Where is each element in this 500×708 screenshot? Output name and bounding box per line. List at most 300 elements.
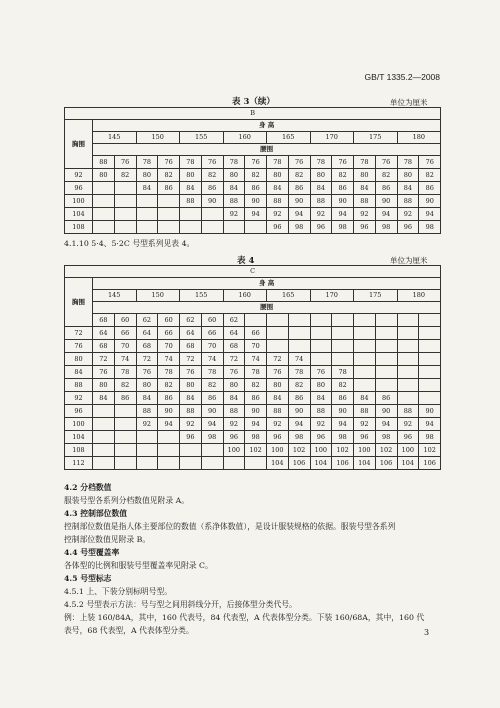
chest-value: 100 xyxy=(65,418,93,431)
waist-value: 86 xyxy=(332,392,354,405)
waist-value xyxy=(397,366,419,379)
chest-value: 80 xyxy=(65,353,93,366)
waist-value xyxy=(397,314,419,327)
waist-value: 78 xyxy=(397,156,419,169)
waist-value: 82 xyxy=(332,169,354,182)
waist-value: 100 xyxy=(267,444,289,457)
waist-value: 98 xyxy=(419,431,441,444)
waist-value: 92 xyxy=(354,208,376,221)
standard-code: GB/T 1335.2—2008 xyxy=(364,72,440,82)
waist-value: 86 xyxy=(158,392,180,405)
waist-value: 88 xyxy=(354,405,376,418)
paragraph-line: 4.2 分档数值 xyxy=(64,483,112,492)
waist-value xyxy=(354,366,376,379)
waist-value xyxy=(136,195,158,208)
waist-value: 84 xyxy=(310,392,332,405)
waist-value: 92 xyxy=(310,208,332,221)
waist-value: 96 xyxy=(310,221,332,234)
waist-value xyxy=(93,431,115,444)
waist-value xyxy=(93,182,115,195)
waist-value: 80 xyxy=(267,169,289,182)
waist-value: 64 xyxy=(180,327,202,340)
waist-value: 72 xyxy=(136,353,158,366)
waist-value: 68 xyxy=(93,340,115,353)
waist-value: 92 xyxy=(267,418,289,431)
waist-value: 96 xyxy=(180,431,202,444)
waist-value xyxy=(245,457,267,470)
waist-value: 86 xyxy=(419,182,441,195)
waist-value: 86 xyxy=(245,182,267,195)
waist-value: 94 xyxy=(288,208,310,221)
height-value: 170 xyxy=(310,132,354,144)
waist-value: 78 xyxy=(245,366,267,379)
waist-value xyxy=(397,392,419,405)
waist-value: 74 xyxy=(114,353,136,366)
waist-value xyxy=(93,418,115,431)
waist-value: 68 xyxy=(223,340,245,353)
chest-value: 100 xyxy=(65,195,93,208)
chest-value: 84 xyxy=(65,366,93,379)
waist-header: 腰围 xyxy=(93,144,441,156)
waist-value: 90 xyxy=(158,405,180,418)
waist-value xyxy=(354,353,376,366)
waist-value: 74 xyxy=(158,353,180,366)
waist-value: 94 xyxy=(332,418,354,431)
paragraph-line: 4.4 号型覆盖率 xyxy=(64,548,120,557)
waist-value xyxy=(419,392,441,405)
waist-value: 86 xyxy=(158,182,180,195)
waist-value xyxy=(158,221,180,234)
waist-value xyxy=(397,379,419,392)
waist-value: 94 xyxy=(419,208,441,221)
waist-value: 98 xyxy=(288,221,310,234)
waist-value xyxy=(419,353,441,366)
chest-value: 112 xyxy=(65,457,93,470)
height-value: 175 xyxy=(354,290,398,302)
waist-value: 76 xyxy=(332,156,354,169)
waist-value: 96 xyxy=(267,431,289,444)
waist-value: 106 xyxy=(288,457,310,470)
waist-value: 96 xyxy=(397,431,419,444)
waist-value: 64 xyxy=(223,327,245,340)
waist-value: 90 xyxy=(375,195,397,208)
waist-value: 84 xyxy=(267,392,289,405)
waist-value: 84 xyxy=(267,182,289,195)
waist-value xyxy=(114,208,136,221)
waist-value: 94 xyxy=(332,208,354,221)
waist-value: 88 xyxy=(180,195,202,208)
waist-value xyxy=(419,327,441,340)
waist-value xyxy=(375,366,397,379)
waist-value: 78 xyxy=(354,156,376,169)
waist-value: 70 xyxy=(245,340,267,353)
waist-value: 94 xyxy=(245,418,267,431)
waist-value: 74 xyxy=(288,353,310,366)
paragraph-line: 4.3 控制部位数值 xyxy=(64,509,128,518)
waist-value xyxy=(267,314,289,327)
waist-value xyxy=(114,431,136,444)
chest-header: 胸围 xyxy=(65,120,93,169)
table-row xyxy=(65,457,441,470)
table-row xyxy=(65,182,441,195)
waist-value: 66 xyxy=(158,327,180,340)
waist-value: 66 xyxy=(245,327,267,340)
chest-value: 92 xyxy=(65,392,93,405)
waist-value: 92 xyxy=(223,208,245,221)
height-value: 145 xyxy=(93,132,137,144)
waist-value: 80 xyxy=(180,169,202,182)
body-text xyxy=(64,482,444,638)
waist-value: 90 xyxy=(375,405,397,418)
waist-value: 80 xyxy=(136,169,158,182)
waist-value: 82 xyxy=(332,379,354,392)
waist-value xyxy=(114,221,136,234)
height-value: 155 xyxy=(180,290,224,302)
height-value: 170 xyxy=(310,290,354,302)
waist-value xyxy=(267,327,289,340)
waist-value xyxy=(332,353,354,366)
waist-value xyxy=(354,327,376,340)
waist-value: 78 xyxy=(223,156,245,169)
waist-value: 64 xyxy=(136,327,158,340)
waist-value xyxy=(419,314,441,327)
height-value: 150 xyxy=(136,132,180,144)
chest-value: 88 xyxy=(65,379,93,392)
waist-value: 98 xyxy=(375,431,397,444)
chest-value: 72 xyxy=(65,327,93,340)
waist-value: 74 xyxy=(201,353,223,366)
waist-value xyxy=(93,457,115,470)
waist-value xyxy=(158,457,180,470)
waist-value: 80 xyxy=(223,169,245,182)
table-row xyxy=(65,353,441,366)
waist-value: 60 xyxy=(158,314,180,327)
waist-value: 78 xyxy=(114,366,136,379)
waist-value: 88 xyxy=(223,195,245,208)
waist-value: 102 xyxy=(288,444,310,457)
waist-value: 82 xyxy=(419,169,441,182)
waist-header: 腰围 xyxy=(93,302,441,314)
waist-value xyxy=(354,314,376,327)
waist-value xyxy=(93,405,115,418)
waist-value xyxy=(310,314,332,327)
waist-value: 82 xyxy=(201,169,223,182)
waist-value: 104 xyxy=(397,457,419,470)
height-value: 180 xyxy=(397,290,441,302)
waist-value: 76 xyxy=(375,156,397,169)
waist-value: 80 xyxy=(310,379,332,392)
waist-value: 88 xyxy=(180,405,202,418)
group-label: C xyxy=(65,266,441,278)
waist-value xyxy=(397,340,419,353)
waist-value: 84 xyxy=(136,392,158,405)
table-row xyxy=(65,418,441,431)
waist-value: 86 xyxy=(375,182,397,195)
waist-value xyxy=(223,221,245,234)
chest-header: 胸围 xyxy=(65,278,93,327)
waist-value: 82 xyxy=(288,379,310,392)
waist-value: 92 xyxy=(354,418,376,431)
chest-value: 104 xyxy=(65,431,93,444)
table-row xyxy=(65,169,441,182)
waist-value: 76 xyxy=(93,366,115,379)
waist-value: 88 xyxy=(136,405,158,418)
waist-value: 76 xyxy=(201,156,223,169)
waist-value: 102 xyxy=(332,444,354,457)
waist-value xyxy=(180,208,202,221)
waist-value: 62 xyxy=(223,314,245,327)
height-value: 165 xyxy=(267,132,311,144)
waist-value: 78 xyxy=(288,366,310,379)
waist-value: 98 xyxy=(375,221,397,234)
waist-value xyxy=(136,444,158,457)
waist-value: 96 xyxy=(354,221,376,234)
waist-value xyxy=(223,457,245,470)
waist-value xyxy=(267,340,289,353)
chest-value: 92 xyxy=(65,169,93,182)
waist-value: 82 xyxy=(245,169,267,182)
waist-value xyxy=(419,379,441,392)
waist-value: 78 xyxy=(201,366,223,379)
waist-value: 78 xyxy=(332,366,354,379)
waist-value xyxy=(201,457,223,470)
waist-value xyxy=(180,457,202,470)
waist-value xyxy=(201,208,223,221)
table-row xyxy=(65,444,441,457)
paragraph-line: 服装号型各系列分档数值见附录 A。 xyxy=(64,496,190,505)
waist-value: 76 xyxy=(136,366,158,379)
waist-value: 94 xyxy=(288,418,310,431)
waist-value: 64 xyxy=(93,327,115,340)
waist-value: 104 xyxy=(267,457,289,470)
table-row xyxy=(65,392,441,405)
waist-value: 60 xyxy=(201,314,223,327)
waist-value xyxy=(158,195,180,208)
waist-value: 80 xyxy=(223,379,245,392)
waist-value: 106 xyxy=(375,457,397,470)
waist-value: 82 xyxy=(245,379,267,392)
waist-value: 88 xyxy=(267,405,289,418)
waist-value: 70 xyxy=(114,340,136,353)
paragraph-line: 4.5 号型标志 xyxy=(64,574,112,583)
height-value: 180 xyxy=(397,132,441,144)
paragraph-line: 控制部位数值见附录 B。 xyxy=(64,535,151,544)
table-row xyxy=(65,221,441,234)
waist-value xyxy=(93,208,115,221)
waist-value: 86 xyxy=(114,392,136,405)
waist-value xyxy=(375,379,397,392)
height-value: 150 xyxy=(136,290,180,302)
waist-value: 106 xyxy=(419,457,441,470)
paragraph-line: 例：上装 160/84A，其中，160 代表号，84 代表型，A 代表体型分类。下装 160/68A，其中，160 代 xyxy=(64,613,425,622)
waist-value: 102 xyxy=(245,444,267,457)
waist-value: 66 xyxy=(114,327,136,340)
waist-value: 76 xyxy=(245,156,267,169)
chest-value: 76 xyxy=(65,340,93,353)
waist-value: 72 xyxy=(223,353,245,366)
section-4-1-10: 4.1.10 5·4、5·2C 号型系列见表 4。 xyxy=(64,239,195,248)
table-row xyxy=(65,431,441,444)
table-row xyxy=(65,327,441,340)
waist-value xyxy=(375,353,397,366)
waist-value: 98 xyxy=(332,431,354,444)
waist-value: 74 xyxy=(245,353,267,366)
waist-value: 76 xyxy=(158,156,180,169)
waist-value: 100 xyxy=(310,444,332,457)
waist-value: 90 xyxy=(201,195,223,208)
chest-value: 104 xyxy=(65,208,93,221)
waist-value xyxy=(201,221,223,234)
paragraph-line: 4.5.1 上、下装分别标明号型。 xyxy=(64,587,173,596)
waist-value: 96 xyxy=(267,221,289,234)
waist-value: 82 xyxy=(158,169,180,182)
waist-value: 94 xyxy=(245,208,267,221)
waist-value: 86 xyxy=(375,392,397,405)
height-value: 160 xyxy=(223,290,267,302)
waist-value xyxy=(310,340,332,353)
table-row xyxy=(65,405,441,418)
waist-value xyxy=(180,444,202,457)
waist-value xyxy=(354,379,376,392)
waist-value: 60 xyxy=(114,314,136,327)
chest-value: 108 xyxy=(65,221,93,234)
waist-value: 92 xyxy=(267,208,289,221)
waist-value xyxy=(93,195,115,208)
waist-value: 90 xyxy=(288,195,310,208)
waist-value xyxy=(114,195,136,208)
waist-value xyxy=(180,221,202,234)
waist-value: 78 xyxy=(158,366,180,379)
waist-value xyxy=(375,327,397,340)
waist-value xyxy=(93,221,115,234)
waist-value: 82 xyxy=(288,169,310,182)
waist-value: 84 xyxy=(136,182,158,195)
waist-value: 92 xyxy=(397,418,419,431)
waist-value: 98 xyxy=(419,221,441,234)
table-row xyxy=(65,314,441,327)
table-row xyxy=(65,208,441,221)
chest-value: 96 xyxy=(65,182,93,195)
waist-value: 92 xyxy=(310,418,332,431)
waist-value xyxy=(114,405,136,418)
waist-value: 84 xyxy=(223,182,245,195)
waist-value: 84 xyxy=(397,182,419,195)
waist-value: 92 xyxy=(180,418,202,431)
waist-value: 98 xyxy=(288,431,310,444)
waist-value: 96 xyxy=(310,431,332,444)
height-value: 160 xyxy=(223,132,267,144)
waist-value xyxy=(397,327,419,340)
waist-value: 94 xyxy=(375,208,397,221)
waist-value: 96 xyxy=(223,431,245,444)
waist-value: 72 xyxy=(180,353,202,366)
chest-value: 68 xyxy=(93,314,115,327)
waist-value: 80 xyxy=(310,169,332,182)
height-value: 175 xyxy=(354,132,398,144)
waist-value xyxy=(419,340,441,353)
height-header: 身 高 xyxy=(93,120,441,132)
waist-value: 86 xyxy=(288,392,310,405)
table-row xyxy=(65,195,441,208)
waist-value: 82 xyxy=(114,379,136,392)
waist-value: 84 xyxy=(310,182,332,195)
waist-value: 76 xyxy=(223,366,245,379)
waist-value xyxy=(136,208,158,221)
waist-value xyxy=(114,457,136,470)
waist-value: 62 xyxy=(180,314,202,327)
waist-value xyxy=(201,444,223,457)
waist-value: 100 xyxy=(223,444,245,457)
waist-value: 72 xyxy=(93,353,115,366)
waist-value: 84 xyxy=(223,392,245,405)
waist-value: 86 xyxy=(201,392,223,405)
waist-value: 68 xyxy=(180,340,202,353)
waist-value xyxy=(288,314,310,327)
waist-value: 88 xyxy=(354,195,376,208)
waist-value: 82 xyxy=(375,169,397,182)
waist-value xyxy=(354,340,376,353)
waist-value: 90 xyxy=(419,405,441,418)
waist-value xyxy=(93,444,115,457)
waist-value xyxy=(332,314,354,327)
waist-value xyxy=(397,353,419,366)
table3-unit: 单位为厘米 xyxy=(390,98,428,107)
waist-value: 90 xyxy=(245,405,267,418)
table4 xyxy=(64,265,441,470)
waist-value: 80 xyxy=(354,169,376,182)
waist-value xyxy=(114,444,136,457)
waist-value: 102 xyxy=(375,444,397,457)
waist-value xyxy=(419,366,441,379)
waist-value: 88 xyxy=(397,405,419,418)
waist-value: 82 xyxy=(201,379,223,392)
waist-value: 102 xyxy=(419,444,441,457)
waist-value: 76 xyxy=(180,366,202,379)
paragraph-line: 表号，68 代表型，A 代表体型分类。 xyxy=(64,626,194,635)
paragraph-line: 各体型的比例和服装号型覆盖率见附录 C。 xyxy=(64,561,213,570)
waist-value: 86 xyxy=(288,182,310,195)
waist-value xyxy=(158,431,180,444)
waist-value xyxy=(158,444,180,457)
waist-value xyxy=(158,208,180,221)
table4-unit: 单位为厘米 xyxy=(390,256,428,265)
waist-value: 76 xyxy=(288,156,310,169)
waist-value: 68 xyxy=(136,340,158,353)
waist-value xyxy=(136,457,158,470)
waist-value: 78 xyxy=(310,156,332,169)
waist-value: 100 xyxy=(354,444,376,457)
waist-value xyxy=(136,431,158,444)
waist-value: 90 xyxy=(245,195,267,208)
page-number: 3 xyxy=(424,628,430,637)
waist-value xyxy=(245,314,267,327)
waist-value: 90 xyxy=(419,195,441,208)
waist-value: 80 xyxy=(136,379,158,392)
waist-value: 84 xyxy=(354,392,376,405)
waist-value xyxy=(288,340,310,353)
waist-value xyxy=(332,340,354,353)
waist-value: 88 xyxy=(310,405,332,418)
waist-value: 94 xyxy=(375,418,397,431)
group-label: B xyxy=(65,108,441,120)
waist-value xyxy=(136,221,158,234)
waist-value: 90 xyxy=(332,195,354,208)
waist-value: 80 xyxy=(397,169,419,182)
waist-value: 66 xyxy=(201,327,223,340)
waist-value: 62 xyxy=(136,314,158,327)
waist-value: 86 xyxy=(201,182,223,195)
table-row xyxy=(65,379,441,392)
